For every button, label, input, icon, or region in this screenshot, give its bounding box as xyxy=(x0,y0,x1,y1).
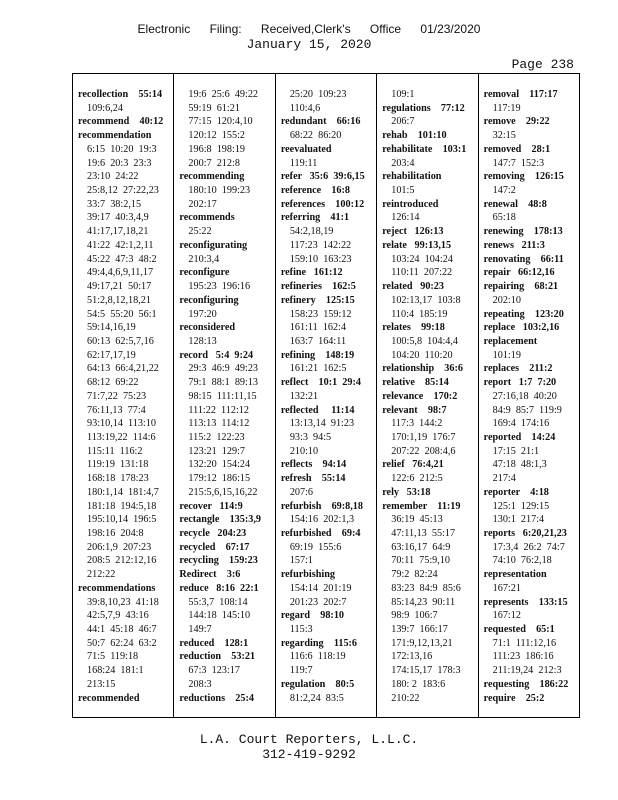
index-page-refs: 123:21 129:7 xyxy=(188,445,246,457)
index-page-refs: 65:18 xyxy=(492,212,516,224)
index-headword: reconfiguring xyxy=(179,294,239,306)
index-page-refs: 207:22 208:4,6 xyxy=(391,445,456,457)
index-headword: renewal 48:8 xyxy=(483,198,547,210)
filing-header xyxy=(0,22,618,36)
index-headword: recommended xyxy=(78,692,140,704)
index-page-refs: 93:3 94:5 xyxy=(289,431,332,443)
index-headword: represents 133:15 xyxy=(483,596,568,608)
index-headword: recollection 55:14 xyxy=(78,89,163,100)
index-page-refs: 171:9,12,13,21 xyxy=(391,637,453,649)
index-page-refs: 68:22 86:20 xyxy=(289,130,342,142)
index-page-refs: 208:3 xyxy=(188,678,212,690)
index-page-refs: 17:3,4 26:2 74:7 xyxy=(492,541,565,553)
index-page-refs: 49:17,21 50:17 xyxy=(87,281,152,293)
index-page-refs: 206:1,9 207:23 xyxy=(87,541,152,553)
index-column-1 xyxy=(73,74,174,717)
index-table xyxy=(72,73,580,718)
index-page-refs: 13:13,14 91:23 xyxy=(289,418,355,430)
index-page-refs: 119:11 xyxy=(289,157,318,169)
header-filed-date: 01/23/2020 xyxy=(420,22,481,36)
index-page-refs: 60:13 62:5,7,16 xyxy=(87,335,154,347)
index-page-refs: 6:15 10:20 19:3 xyxy=(87,143,157,155)
index-headword: refurbishing xyxy=(280,569,335,581)
index-headword: regulation 80:5 xyxy=(280,678,355,690)
index-page-refs: 79:1 88:1 89:13 xyxy=(188,377,259,389)
index-page-refs: 77:15 120:4,10 xyxy=(188,116,253,128)
page-footer xyxy=(0,732,618,762)
index-page-refs: 98:15 111:11,15 xyxy=(188,390,257,402)
index-page-refs: 159:10 163:23 xyxy=(289,253,352,265)
index-headword: refinery 125:15 xyxy=(280,294,355,306)
index-page-refs: 102:13,17 103:8 xyxy=(391,294,461,306)
index-page-refs: 70:11 75:9,10 xyxy=(391,555,450,567)
index-page-refs: 113:19,22 114:6 xyxy=(87,431,156,443)
index-page-refs: 79:2 82:24 xyxy=(391,569,438,581)
index-page-refs: 45:22 47:3 48:2 xyxy=(87,253,157,265)
index-page-refs: 51:2,8,12,18,21 xyxy=(87,294,151,306)
index-headword: refine 161:12 xyxy=(280,267,343,279)
index-page-refs: 120:12 155:2 xyxy=(188,130,246,142)
index-page-refs: 104:20 110:20 xyxy=(391,349,453,361)
index-page-refs: 161:21 162:5 xyxy=(289,363,347,375)
index-page-refs: 169:4 174:16 xyxy=(492,418,550,430)
header-received: Received,Clerk's xyxy=(260,22,351,36)
index-headword: regulations 77:12 xyxy=(382,102,465,114)
index-headword: refresh 55:14 xyxy=(280,473,346,485)
index-page-refs: 17:15 21:1 xyxy=(492,445,540,457)
index-page-refs: 207:6 xyxy=(289,486,314,498)
index-page-refs: 25:8,12 27:22,23 xyxy=(87,185,159,197)
index-page-refs: 41:17,17,18,21 xyxy=(87,226,149,238)
index-headword: renovating 66:11 xyxy=(483,253,564,265)
index-headword: relates 99:18 xyxy=(382,322,445,334)
index-headword: recycling 159:23 xyxy=(179,555,258,567)
index-page-refs: 33:7 38:2,15 xyxy=(87,198,142,210)
index-headword: representation xyxy=(483,569,547,581)
index-page-refs: 211:19,24 212:3 xyxy=(492,665,562,677)
index-page-refs: 111:22 112:12 xyxy=(188,404,249,416)
index-page-refs: 210:22 xyxy=(391,692,420,704)
index-headword: reconfigure xyxy=(179,267,230,279)
index-page-refs: 172:13,16 xyxy=(391,651,433,663)
index-headword: requested 65:1 xyxy=(483,624,555,636)
index-page-refs: 125:1 129:15 xyxy=(492,500,550,512)
index-headword: rehab 101:10 xyxy=(382,130,447,142)
index-page-refs: 47:11,13 55:17 xyxy=(391,528,456,539)
index-headword: reporter 4:18 xyxy=(483,486,549,498)
index-page-refs: 39:17 40:3,4,9 xyxy=(87,212,149,224)
index-page-refs: 63:16,17 64:9 xyxy=(391,541,451,553)
index-page-refs: 122:6 212:5 xyxy=(391,473,443,485)
index-page-refs: 116:6 118:19 xyxy=(289,651,346,663)
index-column-3 xyxy=(276,74,377,717)
index-headword: record 5:4 9:24 xyxy=(179,349,254,361)
index-headword: rely 53:18 xyxy=(382,486,431,498)
index-page-refs: 170:1,19 176:7 xyxy=(391,431,456,443)
index-column-2 xyxy=(174,74,275,717)
index-page-refs: 54:2,18,19 xyxy=(289,226,334,238)
index-headword: relate 99:13,15 xyxy=(382,239,452,251)
index-page-refs: 163:7 164:11 xyxy=(289,335,347,347)
index-headword: relevant 98:7 xyxy=(382,404,447,416)
index-page-refs: 101:19 xyxy=(492,349,521,361)
index-headword: remove 29:22 xyxy=(483,116,550,128)
index-page-refs: 117:23 142:22 xyxy=(289,239,352,251)
index-page-refs: 132:21 xyxy=(289,390,319,402)
index-headword: require 25:2 xyxy=(483,692,545,704)
index-page-refs: 154:14 201:19 xyxy=(289,582,352,594)
index-page-refs: 203:4 xyxy=(391,157,415,169)
index-page-refs: 101:5 xyxy=(391,185,415,197)
index-page-refs: 32:15 xyxy=(492,130,516,142)
index-headword: refurbish 69:8,18 xyxy=(280,500,363,512)
index-headword: reject 126:13 xyxy=(382,226,444,238)
index-headword: referring 41:1 xyxy=(280,212,350,224)
index-headword: recommend 40:12 xyxy=(78,116,164,128)
index-page-refs: 109:6,24 xyxy=(87,102,123,114)
index-headword: relief 76:4,21 xyxy=(382,459,444,471)
index-page-refs: 71:7,22 75:23 xyxy=(87,390,147,402)
index-page-refs: 217:4 xyxy=(492,473,516,485)
index-headword: refineries 162:5 xyxy=(280,281,356,293)
index-page-refs: 110:4 185:19 xyxy=(391,308,448,320)
index-page-refs: 147:7 152:3 xyxy=(492,157,545,169)
index-page-refs: 215:5,6,15,16,22 xyxy=(188,486,258,498)
index-page-refs: 132:20 154:24 xyxy=(188,459,251,471)
index-page-refs: 117:3 144:2 xyxy=(391,418,443,430)
index-headword: refurbished 69:4 xyxy=(280,528,361,539)
index-headword: reflected 11:14 xyxy=(280,404,355,416)
index-headword: recycle 204:23 xyxy=(179,528,247,539)
footer-phone: 312-419-9292 xyxy=(262,747,356,762)
index-page-refs: 126:14 xyxy=(391,212,420,224)
index-page-refs: 202:17 xyxy=(188,198,217,210)
index-page-refs: 154:16 202:1,3 xyxy=(289,514,355,526)
index-page-refs: 212:22 xyxy=(87,569,116,581)
index-headword: reductions 25:4 xyxy=(179,692,254,704)
index-headword: reconfigurating xyxy=(179,239,248,251)
index-headword: refer 35:6 39:6,15 xyxy=(280,171,365,183)
index-headword: relative 85:14 xyxy=(382,377,449,389)
index-page-refs: 111:23 186:16 xyxy=(492,651,554,663)
index-page-refs: 64:13 66:4,21,22 xyxy=(87,363,159,375)
index-page-refs: 39:8,10,23 41:18 xyxy=(87,596,159,608)
index-page-refs: 208:5 212:12,16 xyxy=(87,555,157,567)
index-page-refs: 181:18 194:5,18 xyxy=(87,500,157,512)
index-page-refs: 149:7 xyxy=(188,624,212,636)
index-page-refs: 19:6 25:6 49:22 xyxy=(188,89,259,100)
index-page-refs: 23:10 24:22 xyxy=(87,171,139,183)
index-page-refs: 50:7 62:24 63:2 xyxy=(87,637,157,649)
index-page-refs: 201:23 202:7 xyxy=(289,596,347,608)
deposition-date: January 15, 2020 xyxy=(246,37,372,52)
index-headword: reintroduced xyxy=(382,198,439,210)
index-headword: reports 6:20,21,23 xyxy=(483,528,567,539)
index-page-refs: 74:10 76:2,18 xyxy=(492,555,552,567)
index-page-refs: 25:20 109:23 xyxy=(289,89,347,100)
index-page-refs: 213:15 xyxy=(87,678,116,690)
index-page-refs: 210:3,4 xyxy=(188,253,220,265)
index-page-refs: 36:19 45:13 xyxy=(391,514,443,526)
index-page-refs: 119:19 131:18 xyxy=(87,459,149,471)
index-page-refs: 76:11,13 77:4 xyxy=(87,404,146,416)
index-headword: reduced 128:1 xyxy=(179,637,249,649)
index-page-refs: 167:12 xyxy=(492,610,521,622)
index-headword: renewing 178:13 xyxy=(483,226,563,238)
index-page-refs: 103:24 104:24 xyxy=(391,253,453,265)
index-page-refs: 109:1 xyxy=(391,89,415,100)
index-headword: reflect 10:1 29:4 xyxy=(280,377,361,389)
index-page-refs: 210:10 xyxy=(289,445,319,457)
index-page-refs: 69:19 155:6 xyxy=(289,541,342,553)
index-headword: recommendations xyxy=(78,582,156,594)
index-page-refs: 168:24 181:1 xyxy=(87,665,144,677)
index-page-refs: 195:10,14 196:5 xyxy=(87,514,157,526)
index-page-refs: 85:14,23 90:11 xyxy=(391,596,456,608)
index-headword: recommends xyxy=(179,212,235,224)
index-headword: recover 114:9 xyxy=(179,500,243,512)
index-headword: renews 211:3 xyxy=(483,239,545,251)
index-page-refs: 161:11 162:4 xyxy=(289,322,347,334)
index-page-refs: 29:3 46:9 49:23 xyxy=(188,363,259,375)
index-page-refs: 81:2,24 83:5 xyxy=(289,692,344,704)
index-headword: remember 11:19 xyxy=(382,500,461,512)
index-headword: removal 117:17 xyxy=(483,89,558,100)
index-page-refs: 59:14,16,19 xyxy=(87,322,136,334)
index-page-refs: 113:13 114:12 xyxy=(188,418,250,430)
index-page-refs: 55:3,7 108:14 xyxy=(188,596,248,608)
index-headword: removing 126:15 xyxy=(483,171,564,183)
index-headword: replaces 211:2 xyxy=(483,363,553,375)
index-page-refs: 93:10,14 113:10 xyxy=(87,418,156,430)
index-headword: repair 66:12,16 xyxy=(483,267,555,279)
index-page-refs: 157:1 xyxy=(289,555,314,567)
index-page-refs: 115:2 122:23 xyxy=(188,431,245,443)
header-filing: Filing: xyxy=(209,22,242,36)
index-page-refs: 117:19 xyxy=(492,102,521,114)
index-headword: requesting 186:22 xyxy=(483,678,569,690)
index-page-refs: 128:13 xyxy=(188,335,217,347)
index-headword: reevaluated xyxy=(280,143,332,155)
index-page-refs: 98:9 106:7 xyxy=(391,610,438,622)
index-page-refs: 41:22 42:1,2,11 xyxy=(87,239,154,251)
index-page-refs: 47:18 48:1,3 xyxy=(492,459,547,471)
index-headword: recycled 67:17 xyxy=(179,541,250,553)
index-page-refs: 167:21 xyxy=(492,582,521,594)
index-headword: repeating 123:20 xyxy=(483,308,564,320)
index-headword: reduction 53:21 xyxy=(179,651,256,663)
index-page-refs: 27:16,18 40:20 xyxy=(492,390,557,402)
index-page-refs: 174:15,17 178:3 xyxy=(391,665,461,677)
index-headword: refining 148:19 xyxy=(280,349,355,361)
index-page-refs: 115:3 xyxy=(289,624,313,636)
index-headword: repairing 68:21 xyxy=(483,281,559,293)
index-page-refs: 206:7 xyxy=(391,116,415,128)
index-headword: Redirect 3:6 xyxy=(179,569,241,581)
index-headword: reduce 8:16 22:1 xyxy=(179,582,259,594)
index-headword: regard 98:10 xyxy=(280,610,345,622)
index-headword: reflects 94:14 xyxy=(280,459,347,471)
index-headword: regarding 115:6 xyxy=(280,637,358,649)
index-headword: reference 16:8 xyxy=(280,185,351,197)
index-headword: rehabilitation xyxy=(382,171,442,183)
index-page-refs: 25:22 xyxy=(188,226,212,238)
index-page-refs: 147:2 xyxy=(492,185,516,197)
index-headword: rectangle 135:3,9 xyxy=(179,514,261,526)
index-headword: redundant 66:16 xyxy=(280,116,361,128)
index-headword: report 1:7 7:20 xyxy=(483,377,557,389)
index-page-refs: 62:17,17,19 xyxy=(87,349,136,361)
index-headword: reported 14:24 xyxy=(483,431,556,443)
index-headword: reconsidered xyxy=(179,322,236,334)
index-page-refs: 68:12 69:22 xyxy=(87,377,139,389)
index-page-refs: 130:1 217:4 xyxy=(492,514,545,526)
index-page-refs: 196:8 198:19 xyxy=(188,143,246,155)
index-page-refs: 139:7 166:17 xyxy=(391,624,448,636)
index-page-refs: 144:18 145:10 xyxy=(188,610,251,622)
index-page-refs: 202:10 xyxy=(492,294,521,306)
index-page-refs: 115:11 116:2 xyxy=(87,445,143,457)
index-page-refs: 67:3 123:17 xyxy=(188,665,240,677)
index-page-refs: 110:4,6 xyxy=(289,102,321,114)
index-page-refs: 83:23 84:9 85:6 xyxy=(391,582,461,594)
index-headword: references 100:12 xyxy=(280,198,365,210)
index-headword: recommending xyxy=(179,171,245,183)
index-page-refs: 54:5 55:20 56:1 xyxy=(87,308,157,320)
index-page-refs: 71:5 119:18 xyxy=(87,651,139,663)
index-headword: replace 103:2,16 xyxy=(483,322,560,334)
index-column-5 xyxy=(479,74,579,717)
index-page-refs: 197:20 xyxy=(188,308,217,320)
index-page-refs: 49:4,4,6,9,11,17 xyxy=(87,267,154,279)
index-page-refs: 119:7 xyxy=(289,665,313,677)
index-page-refs: 44:1 45:18 46:7 xyxy=(87,624,157,636)
index-page-refs: 168:18 178:23 xyxy=(87,473,149,485)
index-page-refs: 180:1,14 181:4,7 xyxy=(87,486,159,498)
index-page-refs: 42:5,7,9 43:16 xyxy=(87,610,149,622)
index-page-refs: 110:11 207:22 xyxy=(391,267,453,279)
index-headword: relevance 170:2 xyxy=(382,390,458,402)
index-headword: replacement xyxy=(483,335,538,347)
index-headword: relationship 36:6 xyxy=(382,363,463,375)
index-headword: rehabilitate 103:1 xyxy=(382,143,467,155)
index-page-refs: 19:6 20:3 23:3 xyxy=(87,157,152,169)
footer-company: L.A. Court Reporters, L.L.C. xyxy=(199,732,419,747)
index-headword: related 90:23 xyxy=(382,281,444,293)
header-office: Office xyxy=(369,22,402,36)
index-page-refs: 100:5,8 104:4,4 xyxy=(391,335,459,347)
index-column-4 xyxy=(377,74,478,717)
index-page-refs: 200:7 212:8 xyxy=(188,157,240,169)
header-electronic: Electronic xyxy=(137,22,191,36)
index-page-refs: 179:12 186:15 xyxy=(188,473,251,485)
page-number: Page 238 xyxy=(511,57,574,72)
index-page-refs: 180:10 199:23 xyxy=(188,185,251,197)
index-headword: recommendation xyxy=(78,130,152,142)
index-headword: removed 28:1 xyxy=(483,143,551,155)
index-page-refs: 158:23 159:12 xyxy=(289,308,352,320)
index-page-refs: 195:23 196:16 xyxy=(188,281,251,293)
index-page-refs: 71:1 111:12,16 xyxy=(492,637,557,649)
index-page-refs: 59:19 61:21 xyxy=(188,102,240,114)
index-page-refs: 198:16 204:8 xyxy=(87,528,144,539)
index-page-refs: 180: 2 183:6 xyxy=(391,678,446,690)
index-page-refs: 84:9 85:7 119:9 xyxy=(492,404,562,416)
